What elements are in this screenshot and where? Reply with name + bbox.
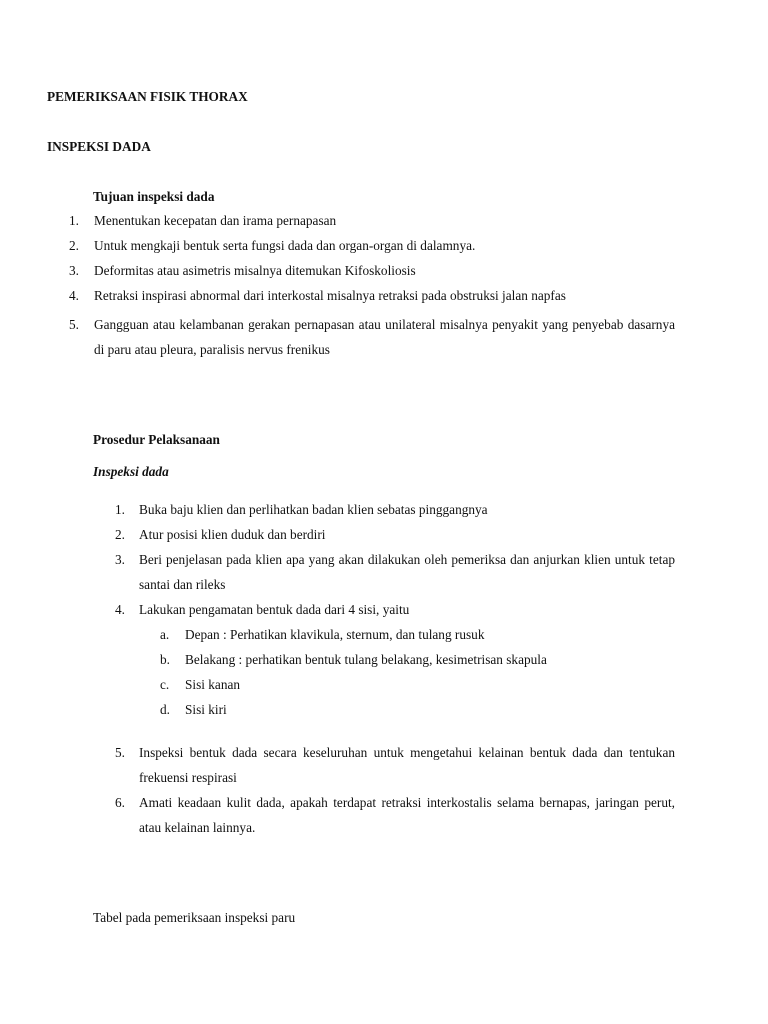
procedure-heading: Prosedur Pelaksanaan [93, 432, 220, 447]
document-title: PEMERIKSAAN FISIK THORAX [47, 89, 248, 104]
list-letter: a. [160, 627, 170, 642]
list-text: Inspeksi bentuk dada secara keseluruhan untuk mengetahui kelainan bentuk dada dan tentukan frekuensi respirasi [139, 745, 675, 785]
list-item [93, 697, 675, 722]
list-text: Sisi kanan [185, 677, 241, 692]
list-number: 1. [69, 213, 79, 228]
procedure-subheading: Inspeksi dada [93, 464, 169, 479]
list-number: 1. [115, 502, 125, 517]
list-number: 4. [115, 602, 125, 617]
list-number: 6. [115, 795, 125, 810]
sub-list [93, 622, 675, 722]
procedure-list [93, 497, 675, 722]
list-number: 2. [115, 527, 125, 542]
list-item [93, 522, 675, 547]
list-text: Sisi kiri [185, 702, 227, 717]
list-item [47, 287, 675, 312]
list-text: Amati keadaan kulit dada, apakah terdapat retraksi interkostalis selama bernapas, jaringan perut, atau kelainan lainnya. [139, 795, 675, 835]
list-text: Buka baju klien dan perlihatkan badan klien sebatas pinggangnya [139, 502, 488, 517]
list-item [93, 547, 675, 597]
list-number: 4. [69, 288, 79, 303]
goal-list [47, 212, 675, 362]
list-item [93, 597, 675, 622]
goal-heading: Tujuan inspeksi dada [93, 189, 215, 204]
list-item [47, 262, 675, 287]
list-item [93, 672, 675, 697]
list-item [93, 790, 675, 840]
section-heading: INSPEKSI DADA [47, 139, 151, 154]
list-text: Lakukan pengamatan bentuk dada dari 4 sisi, yaitu [139, 602, 410, 617]
list-letter: b. [160, 652, 170, 667]
list-number: 5. [69, 317, 79, 332]
list-letter: d. [160, 702, 170, 717]
list-text: Belakang : perhatikan bentuk tulang belakang, kesimetrisan skapula [185, 652, 547, 667]
list-text: Atur posisi klien duduk dan berdiri [139, 527, 326, 542]
list-number: 2. [69, 238, 79, 253]
list-number: 3. [69, 263, 79, 278]
list-item [93, 740, 675, 790]
procedure-list-continued [93, 740, 675, 840]
list-item [93, 497, 675, 522]
list-text: Gangguan atau kelambanan gerakan pernapasan atau unilateral misalnya penyakit yang penyebab dasarnya di paru atau pleura, paralisis nervus frenikus [94, 317, 675, 357]
table-caption: Tabel pada pemeriksaan inspeksi paru [93, 910, 296, 925]
list-number: 5. [115, 745, 125, 760]
list-item [47, 212, 675, 237]
list-text: Menentukan kecepatan dan irama pernapasan [94, 213, 337, 228]
list-text: Beri penjelasan pada klien apa yang akan dilakukan oleh pemeriksa dan anjurkan klien untuk tetap santai dan rileks [139, 552, 675, 592]
list-item [47, 237, 675, 262]
list-letter: c. [160, 677, 170, 692]
list-text: Depan : Perhatikan klavikula, sternum, dan tulang rusuk [185, 627, 485, 642]
list-item [93, 622, 675, 647]
list-text: Retraksi inspirasi abnormal dari interkostal misalnya retraksi pada obstruksi jalan napfas [94, 288, 566, 303]
list-number: 3. [115, 552, 125, 567]
list-text: Deformitas atau asimetris misalnya ditemukan Kifoskoliosis [94, 263, 416, 278]
list-item [93, 647, 675, 672]
list-item [47, 312, 675, 362]
list-text: Untuk mengkaji bentuk serta fungsi dada dan organ-organ di dalamnya. [94, 238, 476, 253]
